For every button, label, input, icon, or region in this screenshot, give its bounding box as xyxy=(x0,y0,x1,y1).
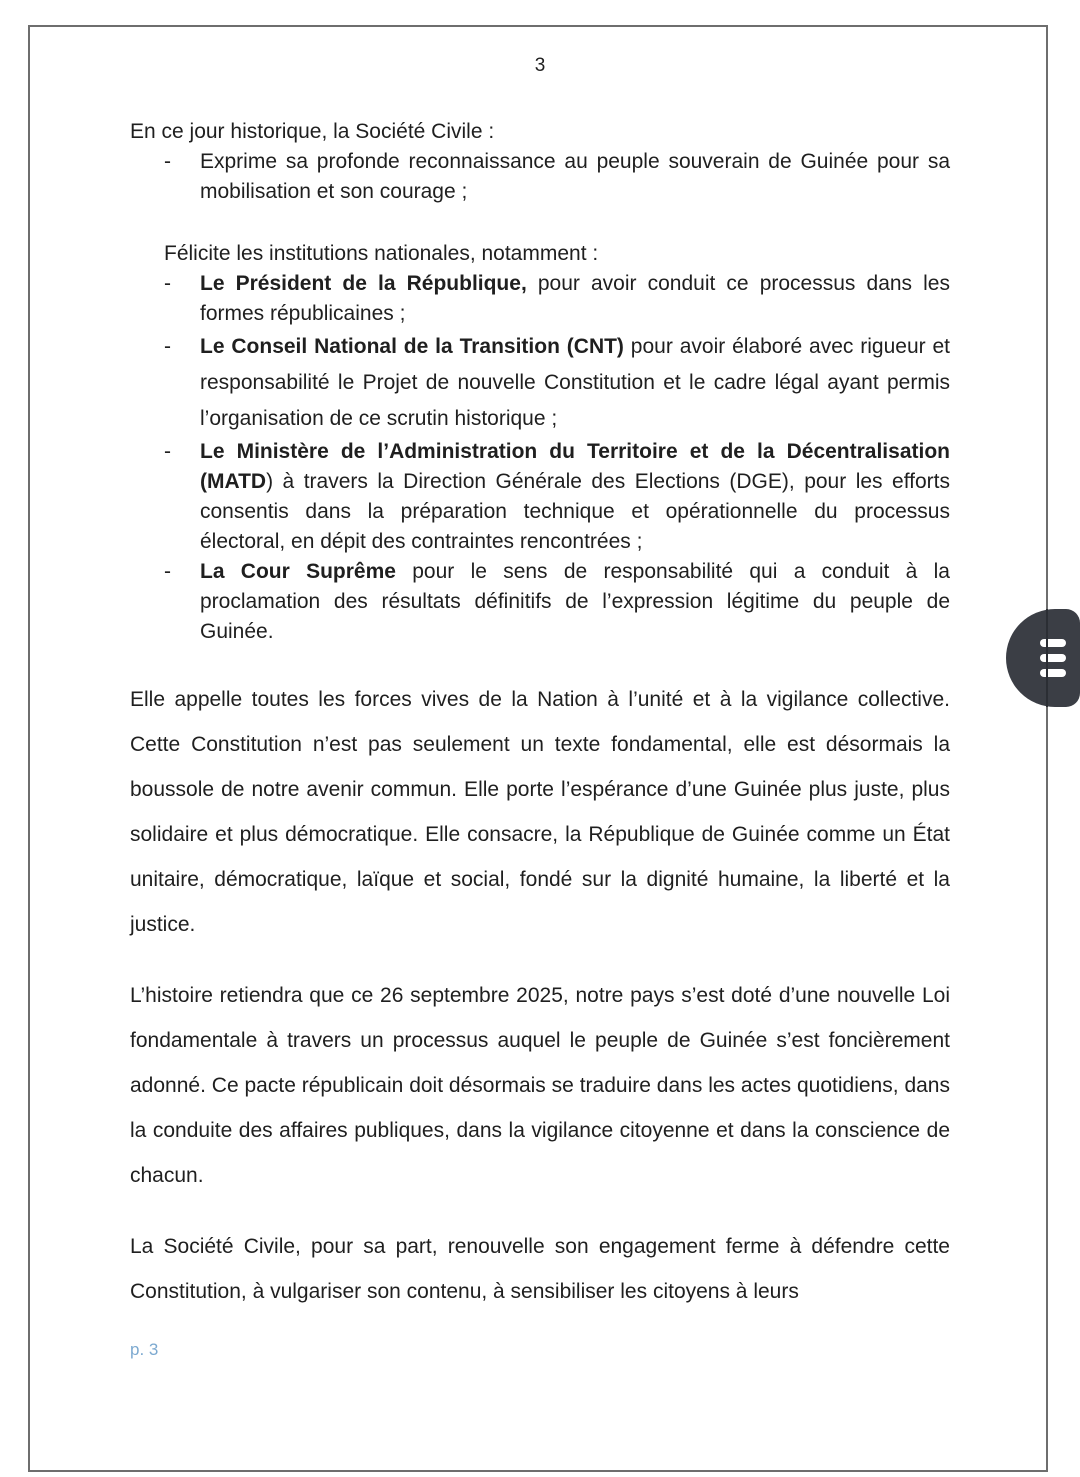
hamburger-icon xyxy=(1040,669,1066,677)
intro-paragraph: En ce jour historique, la Société Civile : xyxy=(130,120,495,143)
bullet-dash: - xyxy=(164,560,171,583)
body-paragraph: Elle appelle toutes les forces vives de la Nation à l’unité et à la vigilance collective. Cette Constitution n’est pas seulement un texte fondamental, elle est désormais la boussole de notre avenir commun. Elle porte l’espérance d’une Guinée plus juste, plus solidaire et plus démocratique. Elle consacre, la République de Guinée comme un État unitaire, démocratique, laïque et social, fondé sur la dignité humaine, la liberté et la justice. xyxy=(130,688,950,936)
bullet-text: pour avoir conduit ce processus dans les formes républicaines ; xyxy=(200,272,950,325)
page-footer: p. 3 xyxy=(130,1340,159,1359)
page-border-line xyxy=(1046,609,1048,707)
bullet-item xyxy=(130,557,950,647)
bullet-text-bold: Le Président de la République, xyxy=(200,272,527,295)
document-page xyxy=(28,25,1048,1472)
bullet-item xyxy=(130,329,950,437)
bullet-text-bold: Le Ministère de l’Administration du Territoire et de la Décentralisation (MATD xyxy=(200,440,950,493)
bullet-dash: - xyxy=(164,272,171,295)
page-content xyxy=(30,27,1046,1360)
bullet-list-1 xyxy=(130,147,950,207)
bullet-dash: - xyxy=(164,150,171,173)
body-paragraph: La Société Civile, pour sa part, renouvelle son engagement ferme à défendre cette Constitution, à vulgariser son contenu, à sensibiliser les citoyens à leurs xyxy=(130,1235,950,1303)
bullet-text: ) à travers la Direction Générale des Elections (DGE), pour les efforts consentis dans la préparation technique et opérationnelle du processus électoral, en dépit des contraintes rencontrées ; xyxy=(200,470,950,553)
page-number: 3 xyxy=(534,55,546,76)
bullet-text-bold: Le Conseil National de la Transition (CNT) xyxy=(200,335,624,358)
bullet-text: pour avoir élaboré avec rigueur et responsabilité le Projet de nouvelle Constitution et le cadre légal ayant permis l’organisation de ce scrutin historique ; xyxy=(200,335,950,430)
body-paragraphs xyxy=(130,677,950,1314)
bullet-item xyxy=(130,437,950,557)
body-paragraph: L’histoire retiendra que ce 26 septembre 2025, notre pays s’est doté d’une nouvelle Loi fondamentale à travers un processus auquel le peuple de Guinée s’est foncièrement adonné. Ce pacte républicain doit désormais se traduire dans les actes quotidiens, dans la conduite des affaires publiques, dans la vigilance citoyenne et dans la conscience de chacun. xyxy=(130,984,950,1187)
hamburger-icon xyxy=(1040,654,1066,662)
bullet-dash: - xyxy=(164,335,171,358)
bullet-item xyxy=(130,147,950,207)
bullet-text-bold: La Cour Suprême xyxy=(200,560,396,583)
bullet-text: pour le sens de responsabilité qui a conduit à la proclamation des résultats définitifs de l’expression légitime du peuple de Guinée. xyxy=(200,560,950,643)
felicite-line: Félicite les institutions nationales, notamment : xyxy=(164,242,599,265)
hamburger-icon xyxy=(1040,639,1066,647)
bullet-list-2 xyxy=(130,269,950,647)
bullet-text: Exprime sa profonde reconnaissance au peuple souverain de Guinée pour sa mobilisation et son courage ; xyxy=(200,150,950,203)
bullet-item xyxy=(130,269,950,329)
bullet-dash: - xyxy=(164,440,171,463)
